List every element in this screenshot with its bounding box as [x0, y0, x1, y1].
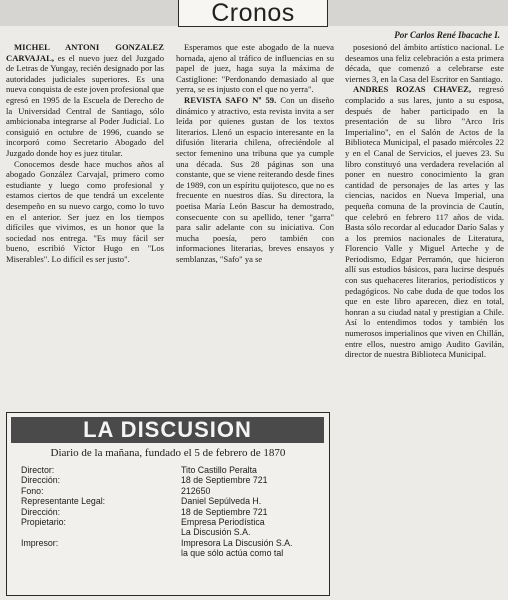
masthead-label	[21, 548, 181, 558]
masthead-value: Impresora La Discusión S.A.	[181, 537, 293, 548]
paragraph	[176, 95, 334, 265]
masthead-row	[21, 527, 321, 537]
masthead-value: 212650	[181, 485, 211, 496]
masthead-label: Impresor:	[21, 537, 59, 548]
paragraph	[6, 42, 164, 159]
byline: Por Carlos René Ibacache I.	[394, 30, 500, 40]
masthead-row	[21, 496, 321, 506]
paragraph-text: Esperamos que este abogado de la nueva hornada, ajeno al tráfico de influencias en su papel de juez, haga suya la máxima de Castiglione: "Perdonando demasiado al que yerra, se es injusto con el que no yerra".	[176, 42, 334, 95]
column-2	[176, 42, 334, 402]
paragraph	[176, 42, 334, 95]
paragraph	[345, 42, 504, 84]
masthead-label: Director:	[21, 465, 55, 475]
paragraph-text: es el nuevo juez del Juzgado de Letras de Yungay, recién designado por las autoridades judiciales superiores. Es una nueva conquista de este joven profesional que egresó en 1995 de la Escuela de Derecho de la Universidad Central de Santiago, sólo ambicionaba integrarse al Poder Judicial. Lo consiguió en octubre de 1996, cuando se incorporó como Secretario Abogado del Juzgado donde hoy es juez titular.	[6, 52, 164, 158]
masthead-label: Fono:	[21, 485, 44, 496]
masthead-row	[21, 538, 321, 548]
paragraph-lead: ANDRES ROZAS CHAVEZ,	[353, 84, 472, 95]
masthead-row	[21, 548, 321, 558]
masthead-value: 18 de Septiembre 721	[181, 475, 268, 486]
paragraph-text: Conocemos desde hace muchos años al abogado González Carvajal, primero como estudiante y luego como profesional y estamos ciertos de que tendrá un excelente desempeño en su nuevo cargo, como lo tuvo en el anterior. Ser juez en los tiempos difíciles que vivimos, es un honor que la sociedad nos entrega. "Es muy fácil ser bueno, escribió Víctor Hugo en "Los Miserables". Lo difícil es ser justo".	[6, 158, 164, 264]
column-3	[345, 42, 504, 598]
masthead-label: Dirección:	[21, 506, 61, 517]
column-1	[6, 42, 164, 402]
paragraph-lead: MICHEL ANTONI GONZALEZ CARVAJAL,	[6, 42, 164, 63]
section-title: Cronos	[178, 0, 328, 27]
masthead-value: 18 de Septiembre 721	[181, 506, 268, 517]
masthead-label: Representante Legal:	[21, 496, 106, 507]
masthead-label: Dirección:	[21, 475, 61, 486]
masthead-row	[21, 475, 321, 485]
masthead-value: Tito Castillo Peralta	[181, 465, 257, 475]
masthead-row	[21, 465, 321, 475]
masthead-value: Empresa Periodística	[181, 517, 265, 528]
paragraph-text: Con un diseño dinámico y atractivo, esta revista invita a ser leída por quienes gustan de los textos literarios. Llenó un espacio interesante en la difusión literaria chilena, ofreciéndole al sector femenino una tribuna que ya cumple una década. Sus 28 páginas son una constante, que se viene reiterando desde fines de 1989, con un espíritu quijotesco, que no es frecuente en nuestros días. Su directora, la poetisa María León Bascur ha demostrado, consecuente con su apellido, tener "garra" para salir adelante con su iniciativa. Con mucha poesía, pero también con informaciones literarias, breves ensayos y semblanzas, "Safo" ya se	[176, 94, 334, 264]
masthead-box	[6, 412, 330, 596]
paragraph	[345, 84, 504, 359]
masthead-label	[21, 527, 181, 537]
paragraph-text: regresó complacido a sus lares, junto a su esposa, después de haber participado en la presentación de su libro "Arco Iris Imperialino", en el Salón de Actos de la Biblioteca Municipal, el pasado miércoles 22 y en el Canal de Servicios, el jueves 23. Su libro constituyó una verdadera revelación al poner en nuestro conocimiento la gran cantidad de personajes de las artes y las ciencias, nacidos en Nueva Imperial, una pequeña comuna de la provincia de Cautín, que celebró en febrero 117 años de vida. Basta sólo recordar al educador Darío Salas y a los premios nacionales de Literatura, Florencio Valle y Miguel Arteche y de Periodismo, Edgar Perramón, que hicieron allí sus estudios básicos, para lucirse después con sus quehaceres literarios, periodísticos y pedagógicos. No cabe duda de que todos los que en este libro aparecen, diez en total, honran a su ciudad natal y prestigian a Chile. Así lo entendimos todos y también los numerosos imperialinos que viven en Chillán, entre ellos, nuestro amigo Audito Gavilán, director de nuestra Biblioteca Municipal.	[345, 84, 504, 360]
masthead-row	[21, 486, 321, 496]
masthead-value: Daniel Sepúlveda H.	[181, 496, 262, 507]
masthead-row	[21, 507, 321, 517]
masthead-title: LA DISCUSION	[11, 417, 324, 443]
masthead-staff-list	[21, 465, 321, 559]
masthead-value: La Discusión S.A.	[181, 527, 251, 538]
masthead-row	[21, 517, 321, 527]
masthead-label: Propietario:	[21, 517, 66, 528]
masthead-subtitle: Diario de la mañana, fundado el 5 de febrero de 1870	[50, 447, 286, 459]
paragraph	[6, 159, 164, 265]
masthead-value: la que sólo actúa como tal	[181, 548, 284, 559]
paragraph-text: posesionó del ámbito artístico nacional. Le deseamos una feliz celebración a esta primera década, que comenzó a celebrarse este viernes 3, en la Casa del Escritor en Santiago.	[345, 42, 504, 84]
paragraph-lead: REVISTA SAFO Nº 59.	[184, 94, 277, 105]
